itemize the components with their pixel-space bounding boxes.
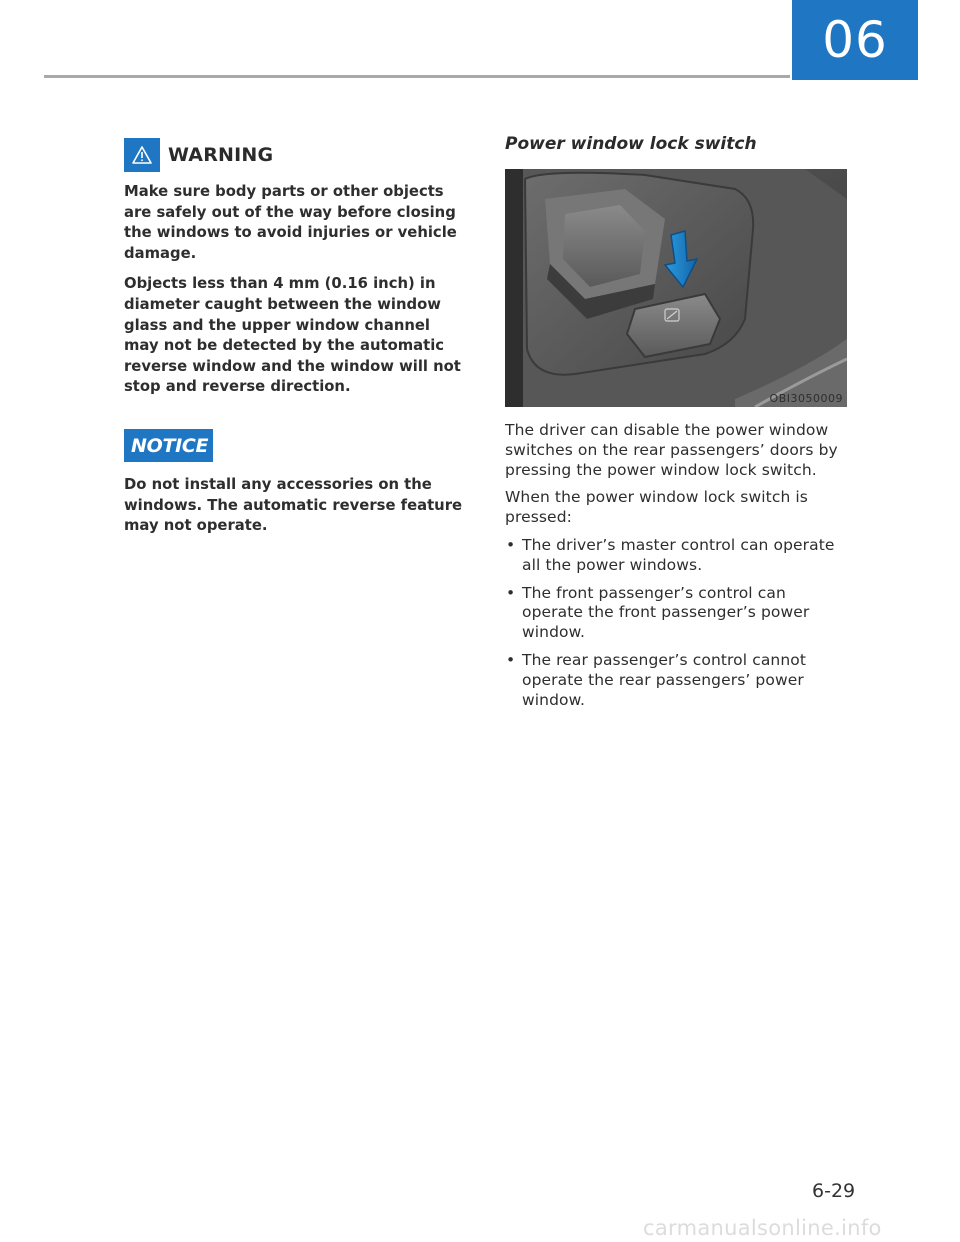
header-rule (44, 75, 790, 78)
list-item-text: The front passenger’s control can operate the front passenger’s power window. (522, 583, 810, 642)
body-paragraph-1: The driver can disable the power window switches on the rear passengers’ doors by pressing the power window lock switch. (505, 421, 838, 479)
body-paragraph-2: When the power window lock switch is pressed: (505, 488, 808, 527)
watermark-link[interactable]: carmanualsonline.info (643, 1216, 882, 1240)
figure-code: OBI3050009 (769, 392, 843, 405)
bullet-dot: • (506, 535, 516, 554)
warning-header (124, 138, 469, 172)
bullet-dot: • (506, 583, 516, 602)
page-number: 6-29 (812, 1180, 856, 1202)
list-item (505, 584, 850, 643)
list-item-text: The rear passenger’s control cannot operate the rear passengers’ power window. (522, 650, 807, 709)
warning-title: WARNING (168, 144, 274, 166)
warning-icon (124, 138, 160, 172)
list-item (505, 651, 850, 710)
right-column (505, 134, 850, 718)
lock-switch-photo (505, 169, 847, 407)
warning-paragraph-2: Objects less than 4 mm (0.16 inch) in diameter caught between the window glass and the upper window channel may not be detected by the automatic reverse window and the window will not stop and reverse direction. (124, 275, 461, 396)
left-column (124, 138, 469, 537)
bullet-list (505, 536, 850, 710)
list-item-text: The driver’s master control can operate all the power windows. (522, 535, 835, 574)
notice-text: Do not install any accessories on the windows. The automatic reverse feature may not operate. (124, 475, 463, 535)
section-title: Power window lock switch (505, 134, 757, 154)
chapter-tab: 06 (792, 0, 918, 80)
list-item (505, 536, 850, 576)
notice-badge: NOTICE (124, 429, 213, 462)
warning-paragraph-1: Make sure body parts or other objects are safely out of the way before closing the windows to avoid injuries or vehicle damage. (124, 183, 457, 262)
bullet-dot: • (506, 650, 516, 669)
switch-illustration (505, 169, 847, 407)
